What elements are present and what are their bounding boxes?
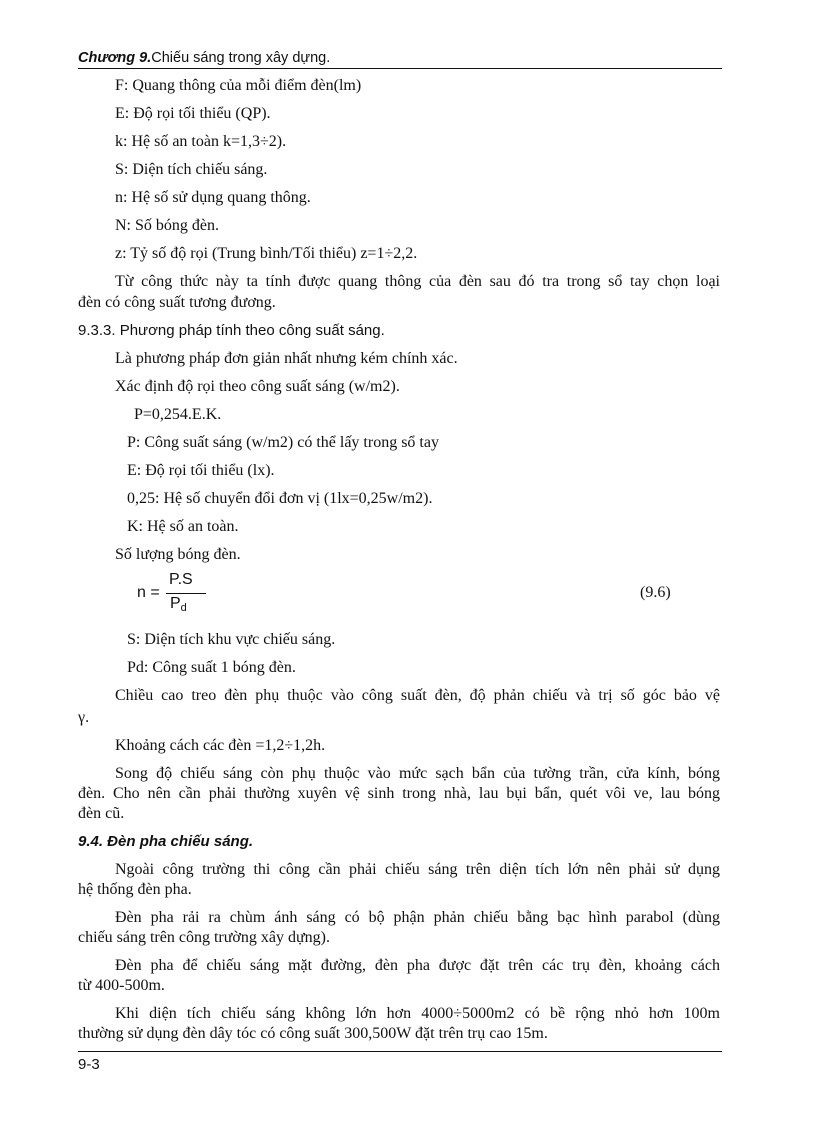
- def-line: E: Độ rọi tối thiểu (lx).: [127, 462, 275, 479]
- paragraph-line: Khi diện tích chiếu sáng không lớn hơn 4000÷5000m2 có bề rộng nhỏ hơn 100m: [115, 1005, 720, 1022]
- def-line: N: Số bóng đèn.: [115, 217, 219, 234]
- paragraph-line: Từ công thức này ta tính được quang thông của đèn sau đó tra trong sổ tay chọn loại: [115, 273, 720, 290]
- def-line: 0,25: Hệ số chuyển đổi đơn vị (1lx=0,25w/m2).: [127, 490, 433, 507]
- running-header: [78, 50, 330, 66]
- def-line: K: Hệ số an toàn.: [127, 518, 239, 535]
- text-line: Là phương pháp đơn giản nhất nhưng kém chính xác.: [115, 350, 458, 367]
- paragraph-line: thường sử dụng đèn dây tóc có công suất 300,500W đặt trên trụ cao 15m.: [78, 1025, 548, 1042]
- paragraph-line: đèn. Cho nên cần phải thường xuyên vệ sinh trong nhà, lau bụi bẩn, quét vôi ve, lau bóng: [78, 785, 720, 802]
- text-line: Khoảng cách các đèn =1,2÷1,2h.: [115, 737, 326, 754]
- text-line: Số lượng bóng đèn.: [115, 546, 241, 563]
- paragraph-line: từ 400-500m.: [78, 977, 165, 994]
- def-line: F: Quang thông của mỗi điểm đèn(lm): [115, 77, 362, 94]
- page-number: 9-3: [78, 1056, 100, 1073]
- def-line: Pd: Công suất 1 bóng đèn.: [127, 659, 296, 676]
- formula-numerator: P.S: [169, 571, 193, 588]
- paragraph-line: hệ thống đèn pha.: [78, 881, 192, 898]
- section-heading-9-3-3: 9.3.3. Phương pháp tính theo công suất sáng.: [78, 322, 385, 339]
- def-line: n: Hệ số sử dụng quang thông.: [115, 189, 311, 206]
- formula-line: P=0,254.E.K.: [134, 406, 222, 423]
- header-rule: [78, 68, 722, 69]
- formula-lhs: n =: [137, 584, 160, 601]
- section-heading-9-4: 9.4. Đèn pha chiếu sáng.: [78, 833, 254, 850]
- paragraph-line: Ngoài công trường thi công cần phải chiếu sáng trên diện tích lớn nên phải sử dụng: [115, 861, 720, 878]
- formula-denominator: $P_d$: [170, 595, 187, 614]
- paragraph-line: Đèn pha rải ra chùm ánh sáng có bộ phận phản chiếu bằng bạc hình parabol (dùng: [115, 909, 720, 926]
- paragraph-line: đèn có công suất tương đương.: [78, 294, 276, 311]
- paragraph-line: γ.: [78, 709, 90, 726]
- paragraph-line: chiếu sáng trên công trường xây dựng).: [78, 929, 330, 946]
- fraction-bar: [166, 593, 206, 594]
- def-line: z: Tỷ số độ rọi (Trung bình/Tối thiểu) z=1÷2,2.: [115, 245, 418, 262]
- chapter-title: Chiếu sáng trong xây dựng.: [151, 50, 331, 66]
- equation-number: (9.6): [640, 584, 671, 601]
- def-line: E: Độ rọi tối thiểu (QP).: [115, 105, 271, 122]
- text-line: Xác định độ rọi theo công suất sáng (w/m2).: [115, 378, 400, 395]
- footer-rule: [78, 1051, 722, 1052]
- def-line: S: Diện tích khu vực chiếu sáng.: [127, 631, 336, 648]
- paragraph-line: Chiều cao treo đèn phụ thuộc vào công suất đèn, độ phản chiếu và trị số góc bảo vệ: [115, 687, 720, 704]
- chapter-label: Chương 9.: [78, 50, 152, 66]
- def-line: k: Hệ số an toàn k=1,3÷2).: [115, 133, 287, 150]
- paragraph-line: đèn cũ.: [78, 805, 125, 822]
- def-line: S: Diện tích chiếu sáng.: [115, 161, 268, 178]
- def-line: P: Công suất sáng (w/m2) có thể lấy trong sổ tay: [127, 434, 439, 451]
- paragraph-line: Đèn pha để chiếu sáng mặt đường, đèn pha được đặt trên các trụ đèn, khoảng cách: [115, 957, 720, 974]
- paragraph-line: Song độ chiếu sáng còn phụ thuộc vào mức sạch bẩn của tường trần, cửa kính, bóng: [115, 765, 720, 782]
